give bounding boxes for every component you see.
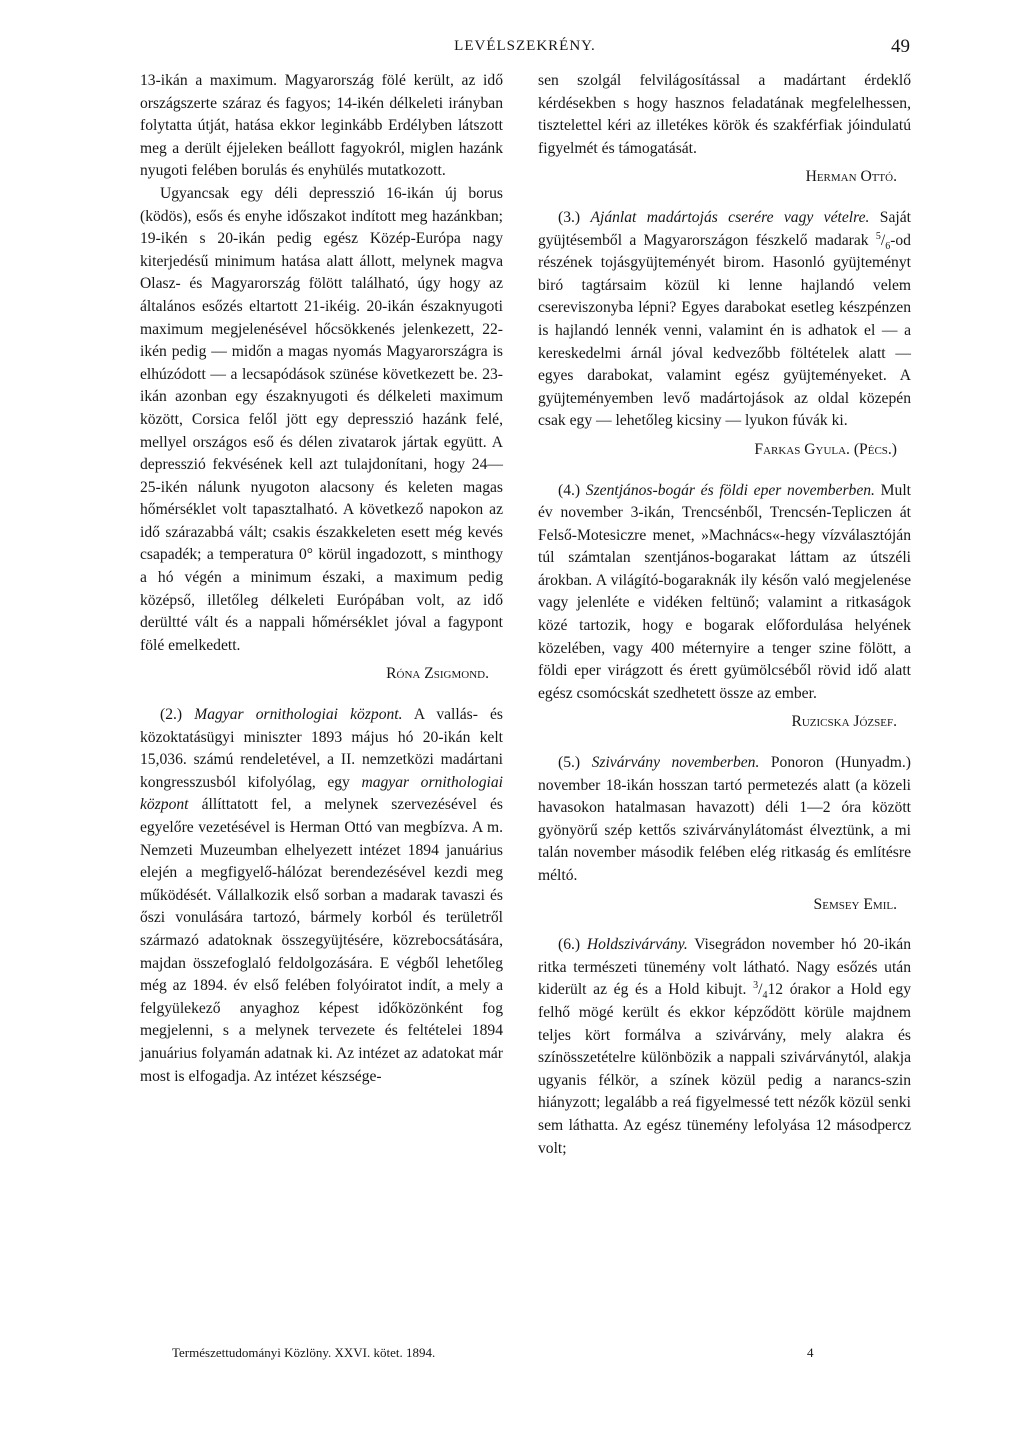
- section-2-emphasis: magyar ornithologiai központ: [140, 773, 503, 814]
- section-4: [538, 480, 911, 706]
- page-number: 49: [891, 36, 910, 57]
- time-fraction-denominator: 4: [762, 990, 768, 1002]
- right-column: [538, 70, 911, 1160]
- section-6: (6.) Holdszivárvány. Visegrádon november hó 20-ikán ritka természeti tünemény volt látható. Nagy esőzés után kiderült az ég és a Hold kibujt. $^3/_412$ órakor a Hold egy felhő mögé került és ekkor képződött körüle majdnem teljes kört formálva a szivárvány, mely alakra és színösszetételre különbözik a nappali szivárványtól, alakja ugyanis félkör, a színek közül pedig a narancs-szin hiányzott; legalább a reá figyelmessé tett nézők közül senki sem láthatta. Az egész tünemény lefolyása 12 másodpercz volt;: [538, 936, 911, 1157]
- section-2-text-a: A vallás- és közoktatásügyi miniszter 1893 május hó 20-ikán kelt 15,036. számú rendeletével, a II. nemzetközi madártani kongresszusból kifolyólag, egy: [140, 706, 503, 791]
- journal-citation: Természettudományi Közlöny. XXVI. kötet. 1894.: [172, 1345, 436, 1360]
- section-5-number: (5.): [558, 754, 581, 772]
- signature-herman: Herman Ottó.: [805, 168, 897, 186]
- section-3-text-a: Saját gyüjtésemből a Magyarországon fészkelő madarak: [538, 208, 911, 249]
- signature-ruzicska: Ruzicska József.: [791, 713, 897, 731]
- section-2-text-b: állíttatott fel, a melynek szervezésével és egyelőre vezetésével is Herman Ottó van megbízva. A m. Nemzeti Muzeumban elhelyezett intézet 1894 januárius elején a megfigyelő-hálózat berendezésével kezdi meg működését. Vállalkozik első sorban a madarak tavaszi és őszi vonulására tartozó, bármely korból és területről származó adatoknak összegyüjtésére, közrebocsátására, majdan összefoglaló feldolgozására. E végből lehetőleg még az 1894. év első felében folyóiratot indít, a mely a felgyülekező anyaghoz képest időközönként fog megjelenni, s a melynek tervezete és feltételei 1894 januárius folyamán adatnak ki. Az intézet az adatokat már most is elfogadja. Az intézet készsége-: [140, 796, 503, 1085]
- fraction-numerator: 5: [875, 230, 881, 242]
- running-head: [140, 38, 910, 60]
- section-2-number: (2.): [160, 706, 183, 724]
- left-column: [140, 70, 503, 1088]
- section-2-title: Magyar ornithologiai központ.: [194, 706, 403, 724]
- section-4-number: (4.): [558, 481, 581, 499]
- fraction-denominator: 6: [885, 240, 891, 252]
- signature-farkas: Farkas Gyula. (Pécs.): [754, 440, 897, 458]
- section-3-text-b: -od részének tojásgyüjteményét birom. Hasonló gyüjteményt biró tagtársaim közül ki lenne hajlandó velem csereviszonyba lépni? Egyes darabokat esetleg készpénzen is hajlandó lennék venni, valamint én is adhatok el — a kereskedelmi árnál jóval kedvezőbb föltételek alatt — egyes darabokat, valamint egész gyüjteményeket. A gyüjteményemben levő madártojások az oldal közepén csak egy — lehetőleg kicsiny — lyukon fúvák ki.: [538, 231, 911, 430]
- section-4-title: Szentjános-bogár és földi eper novemberben.: [585, 481, 875, 499]
- section-5: [538, 752, 911, 888]
- sheet-number: 4: [807, 1345, 814, 1360]
- section-5-title: Szivárvány novemberben.: [591, 754, 760, 772]
- section-3-number: (3.): [558, 208, 581, 226]
- weather-paragraph-1: 13-ikán a maximum. Magyarország fölé került, az idő országszerte száraz és fagyos; 14-ikén délkeleti irányban folytatta útját, hatása ekkor leginkább Erdélyben látszott meg a derült éjjeleken beállott fagyokról, miglen hazánk nyugoti felében borulás és enyhülés mutatkozott.: [140, 72, 503, 180]
- weather-paragraph-2: Ugyancsak egy déli depresszió 16-ikán új borus (ködös), esős és enyhe időszakot indított meg hazánkban; 19-ikén s 20-ikán pedig egész Közép-Európa nagy kiterjedésű minimum hatása alatt állott, melynek magva Olasz- és Magyarország fölött található, úgy hogy az általános esőzés eltartott 21-ikéig. 20-ikán északnyugoti maximum megjelenésével hőcsökkenés jelenkezett, 22-ikén pedig — midőn a magas nyomás Magyarországra is elhúzódott — a lecsapódások szünése következett be. 23-ikán azonban egy északnyugoti és délkeleti maximum között, Corsica felől jött egy depresszió hazánk felé, mellyel országos eső és délen zivatarok jártak együtt. A depresszió fekvésének kell azt tulajdonítani, hogy 24—25-ikén nálunk nyugoton alacsony és keleten magas hőmérséklet volt tapasztalható. A következő napokon az idő szárazabbá vált; csakis északkeleten esett még kevés csapadék; a temperatura 0° körül ingadozott, s minthogy a hó végén a minimum északi, a maximum pedig középső, illetőleg délkeleti Európában volt, az idő derültté vált és a nappali hőmérséklet jóval a fagypont fölé emelkedett.: [140, 184, 503, 654]
- signature-rona: Róna Zsigmond.: [386, 665, 489, 683]
- section-3-title: Ajánlat madártojás cserére vagy vételre.: [590, 208, 870, 226]
- section-4-text: Mult év november 3-ikán, Trencsénből, Trencsén-Tepliczen át Felső-Motesiczre menet, »Machnács«-hegy vízválasztóján túl számtalan szentjános-bogarakat láttam az útszéli árokban. A világító-bogaraknák ily későn való megjelenése vagy jelenléte e vidéken feltünő; valamint a ritkaságok közé tartozik, hogy e bogarak előfordulása helyének közelében, vagy 400 méternyire a tenger szine fölött, a földi eper virágzott és érett gyümölcséből rövid idő alatt egész csomócskát szedhetett össze az ember.: [538, 481, 911, 702]
- section-5-text: Ponoron (Hunyadm.) november 18-ikán hosszan tartó permetezés alatt (a közeli havasokon hatalmasan havazott) déli 1—2 óra között gyönyörű szép kettős szivárványlátomást élveztünk, a mi talán november második felében elég ritkaság és említésre méltó.: [538, 754, 911, 884]
- signature-semsey: Semsey Emil.: [813, 895, 897, 913]
- continuation-paragraph: sen szolgál felvilágosítással a madártant érdeklő kérdésekben s hogy hasznos feladatának megfelelhessen, tisztelettel kéri az illetékes körök és szakférfiak jóindulatú figyelmét és támogatását.: [538, 72, 911, 157]
- section-3: (3.) Ajánlat madártojás cserére vagy vételre. Saját gyüjtésemből a Magyarországon fészkelő madarak $^5/_6-od$ részének tojásgyüjteményét birom. Hasonló gyüjteményt biró tagtársaim közül ki lenne hajlandó velem csereviszonyba lépni? Egyes darabokat esetleg készpénzen is hajlandó lennék venni, valamint én is adhatok el — a kereskedelmi árnál jóval kedvezőbb föltételek alatt — egyes darabokat, valamint egész gyüjteményeket. A gyüjteményemben levő madártojások az oldal közepén csak egy — lehetőleg kicsiny — lyukon fúvák ki.: [538, 208, 911, 430]
- section-6-number: (6.): [558, 936, 581, 954]
- running-title: LEVÉLSZEKRÉNY.: [454, 38, 596, 54]
- section-2: [140, 704, 503, 1088]
- section-6-text-b: 12 órakor a Hold egy felhő mögé került és ekkor képződött körüle majdnem teljes kört formálva a szivárvány, mely alakra és színösszetételre különbözik a nappali szivárványtól, alakja ugyanis félkör, a színek közül pedig a narancs-szin hiányzott; legalább a reá figyelmessé tett nézők közül senki sem láthatta. Az egész tünemény lefolyása 12 másodpercz volt;: [538, 981, 911, 1157]
- section-6-title: Holdszivárvány.: [586, 936, 688, 954]
- section-6-text-a: Visegrádon november hó 20-ikán ritka természeti tünemény volt látható. Nagy esőzés után kiderült az ég és a Hold kibujt.: [538, 936, 911, 999]
- time-fraction-numerator: 3: [753, 980, 759, 992]
